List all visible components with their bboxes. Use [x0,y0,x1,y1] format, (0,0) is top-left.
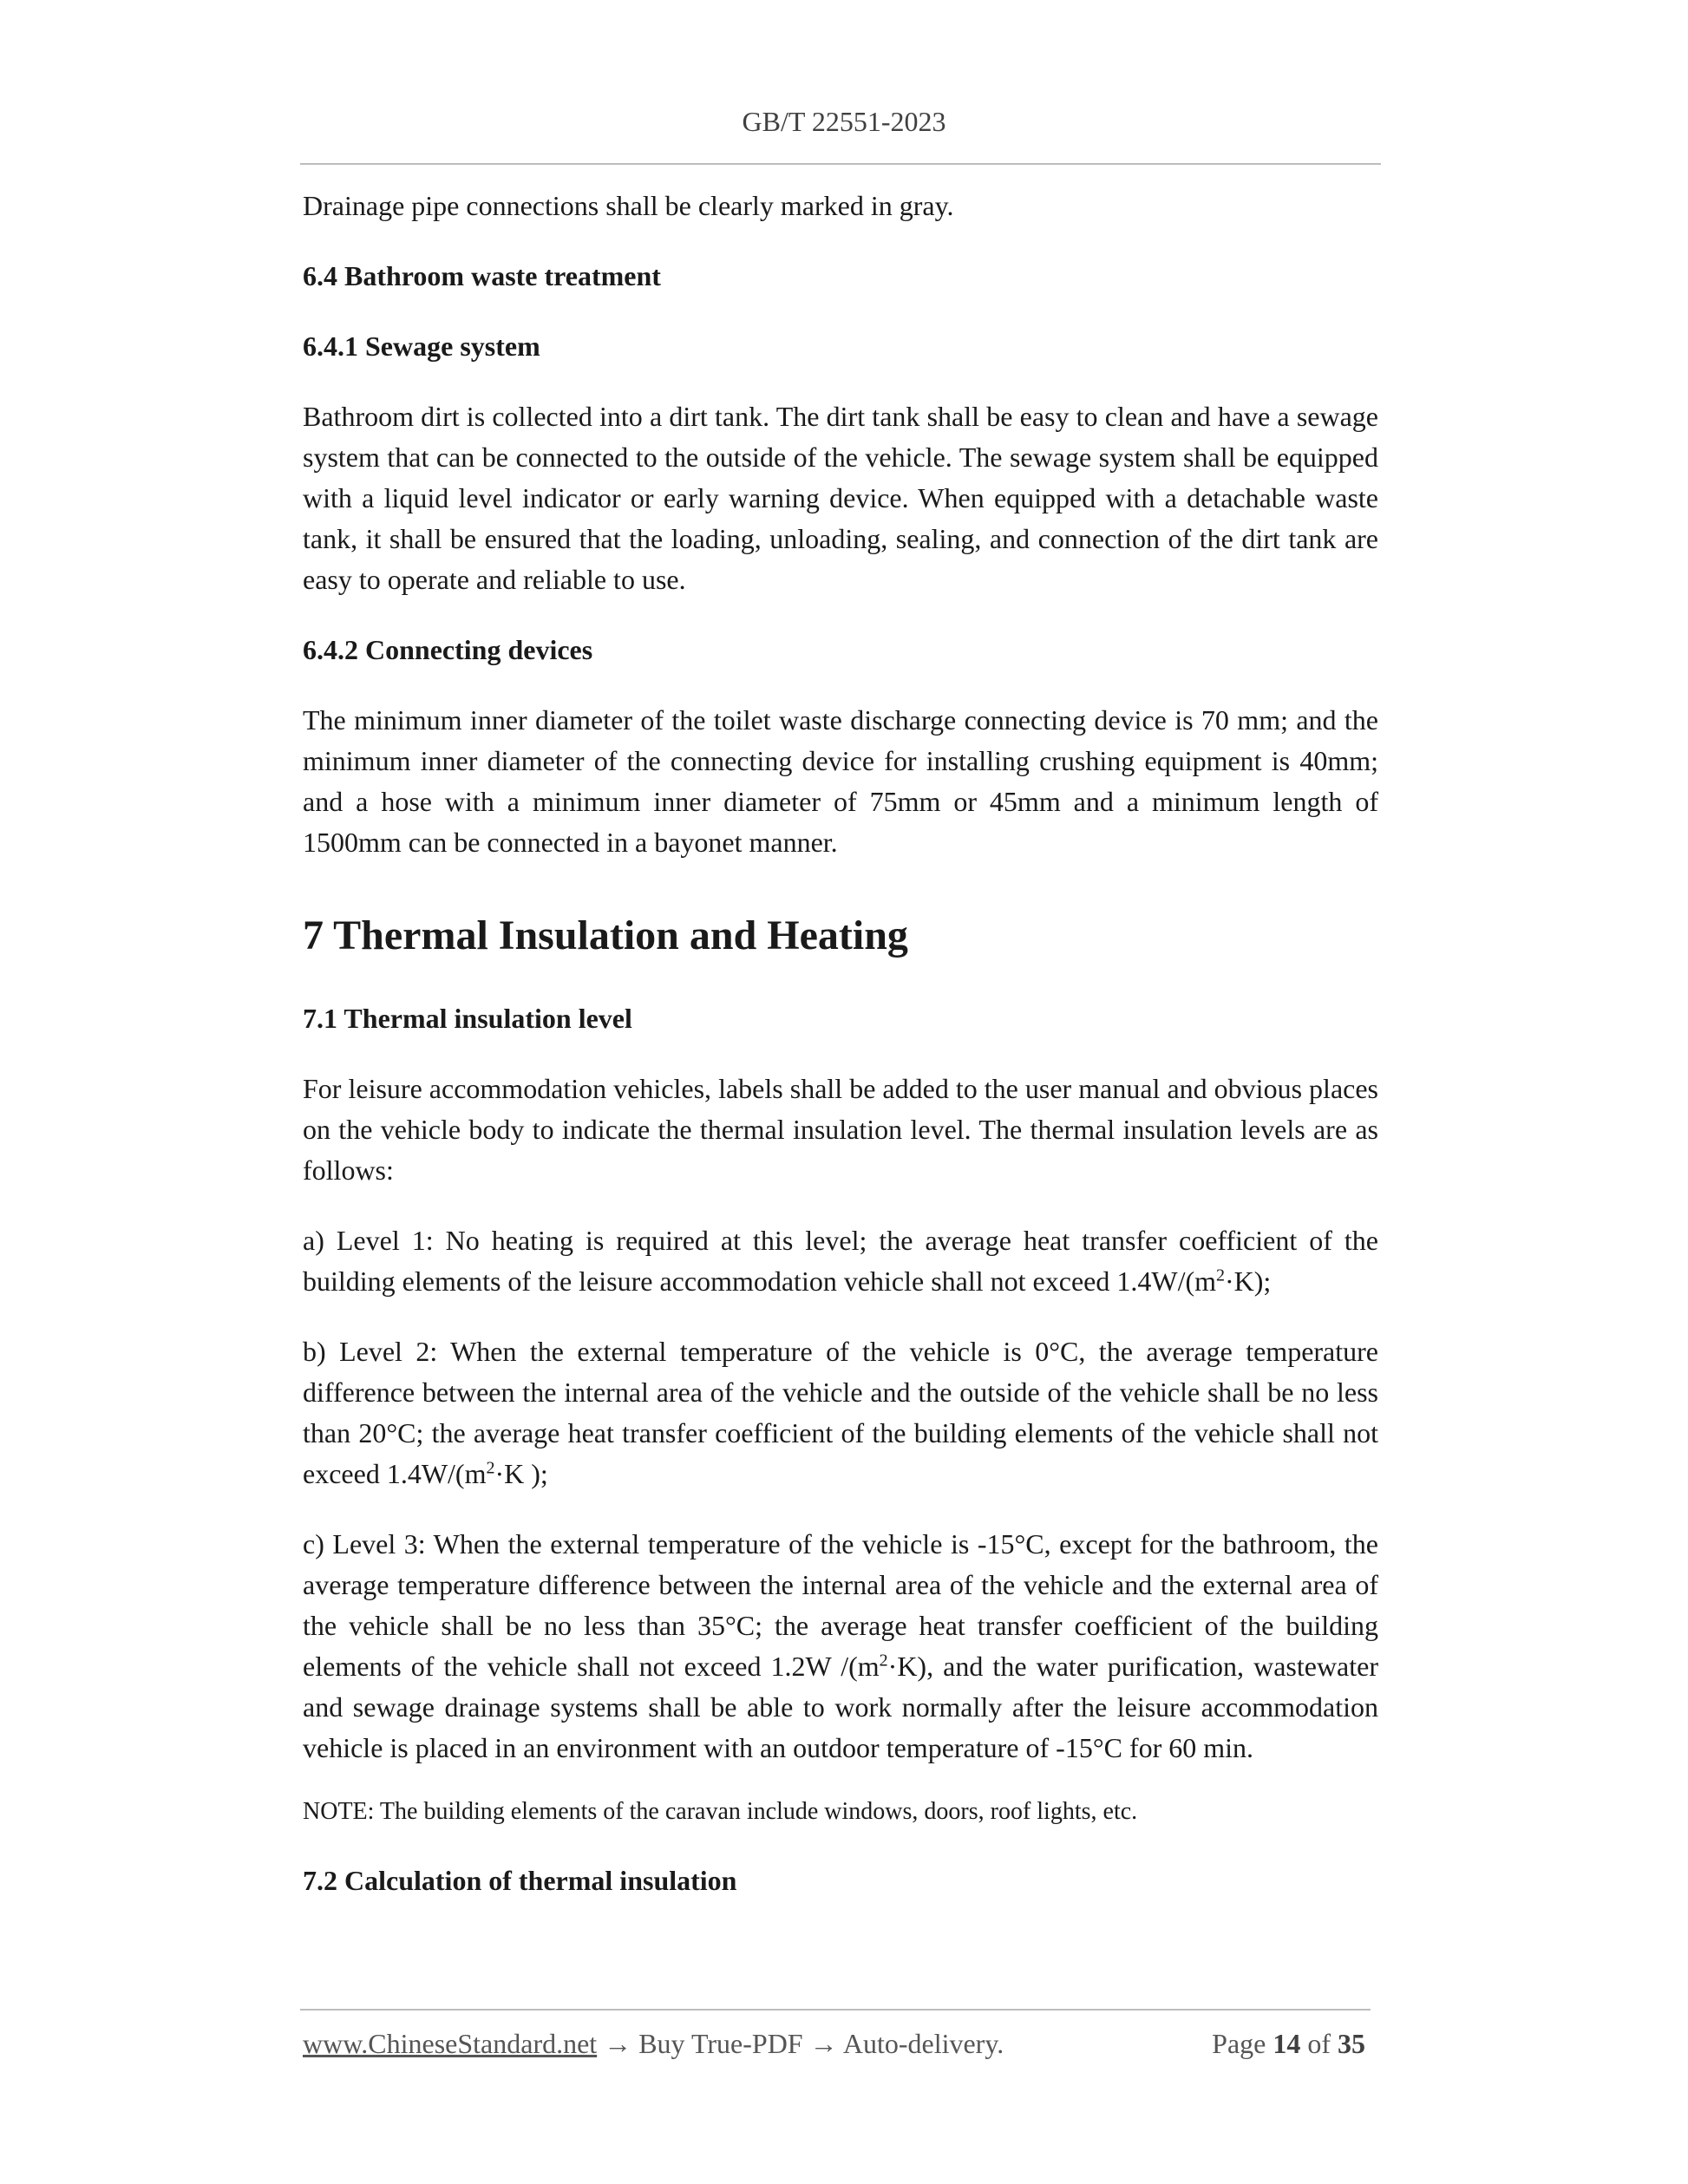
list-item-c [303,1524,1378,1769]
heading-6-4-1: 6.4.1 Sewage system [303,330,540,362]
superscript: 2 [879,1651,888,1671]
list-item-c-text: c) Level 3: When the external temperature of the vehicle is -15°C, except for the bathroom, the average temperature difference between the internal area of the vehicle and the external area of the vehicle shall be no less than 35°C; the average heat transfer coefficient of the building elements of the vehicle shall not exceed 1.2W /(m [303,1528,1378,1682]
heading-6-4-2: 6.4.2 Connecting devices [303,634,593,665]
list-item-b-tail: ·K ); [494,1458,548,1489]
list-item-b [303,1331,1378,1494]
heading-6-4: 6.4 Bathroom waste treatment [303,260,661,291]
page-total: 35 [1338,2028,1365,2059]
heading-7-2: 7.2 Calculation of thermal insulation [303,1865,737,1896]
note: NOTE: The building elements of the caravan include windows, doors, roof lights, etc. [303,1798,1138,1825]
superscript: 2 [1216,1265,1225,1285]
paragraph-6-4-1: Bathroom dirt is collected into a dirt tank. The dirt tank shall be easy to clean and have a sewage system that can be connected to the outside of the vehicle. The sewage system shall be equipped with a liquid level indicator or early warning device. When equipped with a detachable waste tank, it shall be ensured that the loading, unloading, sealing, and connection of the dirt tank are easy to operate and reliable to use. [303,401,1378,595]
footer-tagline: → Buy True-PDF → Auto-delivery. [597,2028,1004,2059]
of-label: of [1307,2028,1331,2059]
document-code-header: GB/T 22551-2023 [742,106,946,137]
list-item-c-tail: ·K), and the water purification, wastewater and sewage drainage systems shall be able to work normally after the leisure accommodation vehicle is placed in an environment with an outdoor temperature of -15°C for 60 min. [303,1651,1379,1763]
page-number: 14 [1273,2028,1301,2059]
header-divider [300,163,1381,165]
footer-divider [300,2009,1371,2011]
superscript: 2 [486,1458,495,1478]
website-link[interactable]: www.ChineseStandard.net [303,2028,598,2059]
paragraph-6-4-2: The minimum inner diameter of the toilet waste discharge connecting device is 70 mm; and the minimum inner diameter of the connecting device for installing crushing equipment is 40mm; and a hose with a minimum inner diameter of 75mm or 45mm and a minimum length of 1500mm can be connected in a bayonet manner. [303,704,1378,858]
page-content [303,186,1378,1901]
heading-7-1: 7.1 Thermal insulation level [303,1003,632,1034]
heading-7: 7 Thermal Insulation and Heating [303,912,908,958]
paragraph-intro: Drainage pipe connections shall be clearly marked in gray. [303,190,954,221]
paragraph-7-1: For leisure accommodation vehicles, labels shall be added to the user manual and obvious places on the vehicle body to indicate the thermal insulation level. The thermal insulation levels are as follows: [303,1073,1378,1186]
list-item-a-text: a) Level 1: No heating is required at this level; the average heat transfer coefficient of the building elements of the leisure accommodation vehicle shall not exceed 1.4W/(m [303,1225,1378,1297]
footer-promo [303,2028,1004,2060]
list-item-a [303,1220,1378,1302]
list-item-a-tail: ·K); [1225,1265,1272,1297]
page-indicator [1212,2028,1365,2060]
list-item-b-text: b) Level 2: When the external temperature of the vehicle is 0°C, the average temperature difference between the internal area of the vehicle and the outside of the vehicle shall be no less than 20°C; the average heat transfer coefficient of the building elements of the vehicle shall not exceed 1.4W/(m [303,1336,1378,1489]
page-label: Page [1212,2028,1266,2059]
